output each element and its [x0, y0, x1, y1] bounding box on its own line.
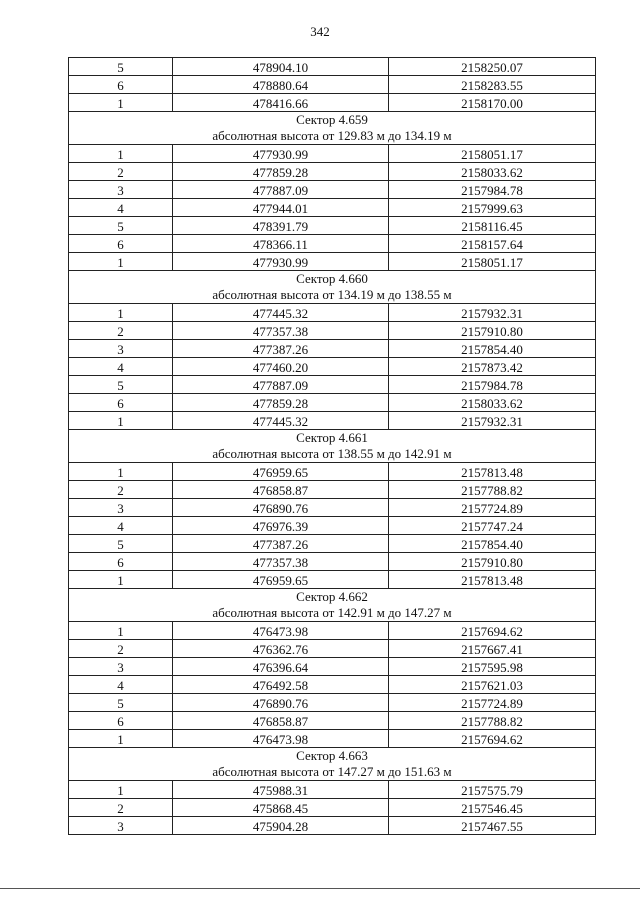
table-row	[69, 145, 596, 163]
sector-title: Сектор 4.659	[296, 112, 368, 127]
point-number-cell: 6	[69, 553, 173, 571]
sector-header	[69, 748, 596, 781]
point-number-cell: 2	[69, 481, 173, 499]
sector-altitude-range: абсолютная высота от 129.83 м до 134.19 м	[212, 128, 452, 143]
point-number-cell: 1	[69, 730, 173, 748]
y-coordinate-cell: 2157788.82	[389, 481, 596, 499]
sector-altitude-range: абсолютная высота от 134.19 м до 138.55 м	[212, 287, 452, 302]
sector-title: Сектор 4.661	[296, 430, 368, 445]
x-coordinate-cell: 476492.58	[173, 676, 389, 694]
y-coordinate-cell: 2157694.62	[389, 622, 596, 640]
sector-header-row	[69, 112, 596, 145]
y-coordinate-cell: 2157984.78	[389, 376, 596, 394]
table-row	[69, 199, 596, 217]
table-row	[69, 94, 596, 112]
y-coordinate-cell: 2157873.42	[389, 358, 596, 376]
y-coordinate-cell: 2157984.78	[389, 181, 596, 199]
x-coordinate-cell: 478416.66	[173, 94, 389, 112]
table-row	[69, 322, 596, 340]
y-coordinate-cell: 2157813.48	[389, 463, 596, 481]
x-coordinate-cell: 476890.76	[173, 499, 389, 517]
table-row	[69, 217, 596, 235]
sector-title: Сектор 4.663	[296, 748, 368, 763]
x-coordinate-cell: 476890.76	[173, 694, 389, 712]
point-number-cell: 1	[69, 781, 173, 799]
table-row	[69, 58, 596, 76]
table-row	[69, 799, 596, 817]
y-coordinate-cell: 2158283.55	[389, 76, 596, 94]
table-row	[69, 358, 596, 376]
table-row	[69, 163, 596, 181]
x-coordinate-cell: 475868.45	[173, 799, 389, 817]
table-row	[69, 235, 596, 253]
point-number-cell: 1	[69, 253, 173, 271]
point-number-cell: 6	[69, 394, 173, 412]
point-number-cell: 4	[69, 199, 173, 217]
point-number-cell: 3	[69, 340, 173, 358]
y-coordinate-cell: 2157854.40	[389, 340, 596, 358]
table-row	[69, 412, 596, 430]
y-coordinate-cell: 2157724.89	[389, 694, 596, 712]
sector-title: Сектор 4.660	[296, 271, 368, 286]
x-coordinate-cell: 477944.01	[173, 199, 389, 217]
y-coordinate-cell: 2157932.31	[389, 304, 596, 322]
y-coordinate-cell: 2158051.17	[389, 145, 596, 163]
point-number-cell: 5	[69, 535, 173, 553]
x-coordinate-cell: 477930.99	[173, 145, 389, 163]
sector-header-row	[69, 589, 596, 622]
point-number-cell: 1	[69, 571, 173, 589]
table-row	[69, 622, 596, 640]
x-coordinate-cell: 478391.79	[173, 217, 389, 235]
point-number-cell: 6	[69, 712, 173, 730]
y-coordinate-cell: 2157813.48	[389, 571, 596, 589]
sector-altitude-range: абсолютная высота от 147.27 м до 151.63 м	[212, 764, 452, 779]
table-row	[69, 658, 596, 676]
x-coordinate-cell: 476473.98	[173, 622, 389, 640]
x-coordinate-cell: 478880.64	[173, 76, 389, 94]
table-row	[69, 76, 596, 94]
point-number-cell: 5	[69, 217, 173, 235]
sector-title: Сектор 4.662	[296, 589, 368, 604]
x-coordinate-cell: 476959.65	[173, 571, 389, 589]
table-row	[69, 817, 596, 835]
point-number-cell: 5	[69, 694, 173, 712]
y-coordinate-cell: 2157467.55	[389, 817, 596, 835]
table-row	[69, 517, 596, 535]
table-row	[69, 730, 596, 748]
x-coordinate-cell: 476858.87	[173, 481, 389, 499]
table-row	[69, 781, 596, 799]
table-row	[69, 376, 596, 394]
x-coordinate-cell: 477930.99	[173, 253, 389, 271]
bottom-rule	[0, 888, 640, 889]
point-number-cell: 2	[69, 640, 173, 658]
table-row	[69, 694, 596, 712]
y-coordinate-cell: 2157999.63	[389, 199, 596, 217]
table-row	[69, 340, 596, 358]
y-coordinate-cell: 2157595.98	[389, 658, 596, 676]
coordinates-table	[68, 57, 596, 835]
x-coordinate-cell: 476976.39	[173, 517, 389, 535]
y-coordinate-cell: 2157694.62	[389, 730, 596, 748]
sector-header-row	[69, 748, 596, 781]
y-coordinate-cell: 2158170.00	[389, 94, 596, 112]
y-coordinate-cell: 2157932.31	[389, 412, 596, 430]
sector-header	[69, 112, 596, 145]
table-row	[69, 304, 596, 322]
y-coordinate-cell: 2157854.40	[389, 535, 596, 553]
y-coordinate-cell: 2158250.07	[389, 58, 596, 76]
x-coordinate-cell: 478366.11	[173, 235, 389, 253]
x-coordinate-cell: 477357.38	[173, 322, 389, 340]
point-number-cell: 1	[69, 412, 173, 430]
x-coordinate-cell: 475988.31	[173, 781, 389, 799]
x-coordinate-cell: 476396.64	[173, 658, 389, 676]
x-coordinate-cell: 477460.20	[173, 358, 389, 376]
point-number-cell: 3	[69, 817, 173, 835]
x-coordinate-cell: 477387.26	[173, 535, 389, 553]
table-row	[69, 712, 596, 730]
x-coordinate-cell: 477859.28	[173, 394, 389, 412]
point-number-cell: 6	[69, 235, 173, 253]
table-row	[69, 181, 596, 199]
y-coordinate-cell: 2158051.17	[389, 253, 596, 271]
x-coordinate-cell: 475904.28	[173, 817, 389, 835]
x-coordinate-cell: 478904.10	[173, 58, 389, 76]
point-number-cell: 6	[69, 76, 173, 94]
point-number-cell: 4	[69, 358, 173, 376]
x-coordinate-cell: 476473.98	[173, 730, 389, 748]
x-coordinate-cell: 477445.32	[173, 304, 389, 322]
y-coordinate-cell: 2157724.89	[389, 499, 596, 517]
point-number-cell: 3	[69, 658, 173, 676]
point-number-cell: 5	[69, 58, 173, 76]
point-number-cell: 4	[69, 517, 173, 535]
point-number-cell: 2	[69, 163, 173, 181]
point-number-cell: 3	[69, 181, 173, 199]
y-coordinate-cell: 2158157.64	[389, 235, 596, 253]
table-row	[69, 499, 596, 517]
table-row	[69, 535, 596, 553]
sector-header-row	[69, 430, 596, 463]
point-number-cell: 4	[69, 676, 173, 694]
sector-header	[69, 430, 596, 463]
y-coordinate-cell: 2157667.41	[389, 640, 596, 658]
point-number-cell: 2	[69, 322, 173, 340]
sector-header	[69, 589, 596, 622]
x-coordinate-cell: 476959.65	[173, 463, 389, 481]
table-row	[69, 676, 596, 694]
y-coordinate-cell: 2157621.03	[389, 676, 596, 694]
x-coordinate-cell: 477859.28	[173, 163, 389, 181]
sector-altitude-range: абсолютная высота от 142.91 м до 147.27 м	[212, 605, 452, 620]
y-coordinate-cell: 2157747.24	[389, 517, 596, 535]
y-coordinate-cell: 2158033.62	[389, 163, 596, 181]
x-coordinate-cell: 477445.32	[173, 412, 389, 430]
page-number: 342	[310, 24, 330, 39]
y-coordinate-cell: 2157546.45	[389, 799, 596, 817]
sector-header	[69, 271, 596, 304]
table-row	[69, 553, 596, 571]
table-row	[69, 571, 596, 589]
point-number-cell: 1	[69, 622, 173, 640]
point-number-cell: 1	[69, 463, 173, 481]
table-row	[69, 394, 596, 412]
sector-header-row	[69, 271, 596, 304]
point-number-cell: 5	[69, 376, 173, 394]
x-coordinate-cell: 477887.09	[173, 376, 389, 394]
x-coordinate-cell: 477887.09	[173, 181, 389, 199]
point-number-cell: 3	[69, 499, 173, 517]
x-coordinate-cell: 476362.76	[173, 640, 389, 658]
y-coordinate-cell: 2157910.80	[389, 553, 596, 571]
y-coordinate-cell: 2157788.82	[389, 712, 596, 730]
sector-altitude-range: абсолютная высота от 138.55 м до 142.91 м	[212, 446, 452, 461]
x-coordinate-cell: 477387.26	[173, 340, 389, 358]
x-coordinate-cell: 476858.87	[173, 712, 389, 730]
y-coordinate-cell: 2157910.80	[389, 322, 596, 340]
point-number-cell: 2	[69, 799, 173, 817]
point-number-cell: 1	[69, 94, 173, 112]
point-number-cell: 1	[69, 145, 173, 163]
coordinates-table-body	[69, 58, 596, 835]
y-coordinate-cell: 2157575.79	[389, 781, 596, 799]
y-coordinate-cell: 2158116.45	[389, 217, 596, 235]
y-coordinate-cell: 2158033.62	[389, 394, 596, 412]
x-coordinate-cell: 477357.38	[173, 553, 389, 571]
table-row	[69, 463, 596, 481]
point-number-cell: 1	[69, 304, 173, 322]
table-row	[69, 640, 596, 658]
table-row	[69, 253, 596, 271]
table-row	[69, 481, 596, 499]
